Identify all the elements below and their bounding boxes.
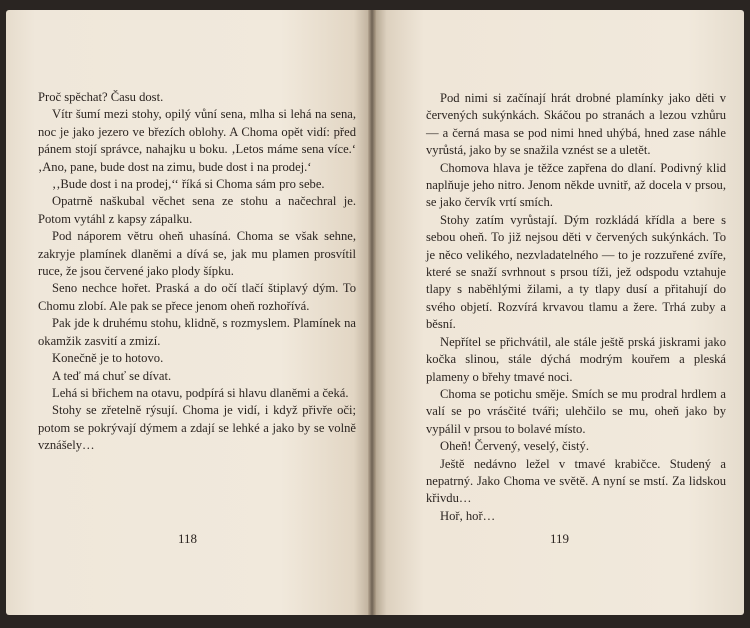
paragraph: Stohy zatím vyrůstají. Dým rozkládá křídla a bere s sebou oheň. To již nejsou děti v červených sukýnkách. To je něco velikého, nezvladatelného — to je rozzuřené zvíře, které se snaží svrhnout s prsou tíži, jež odspodu vztahuje tlapy s naběhlými žilami, a ty tlapy dusí a přitahují do svého objetí. Rozvírá krvavou tlamu a žere. Trhá zuby a běsní. <box>426 212 726 332</box>
paragraph: Stohy se zřetelně rýsují. Choma je vidí, i když přivře oči; potom se pokrývají dýmem a zdají se lehké a jako by se volně vznášely… <box>38 403 356 453</box>
paragraph: Ještě nedávno ležel v tmavé krabičce. Studený a nepatrný. Jako Choma ve světě. A nyní se mstí. Za lidskou křivdu… <box>426 456 726 506</box>
paragraph: A teď má chuť se dívat. <box>52 368 172 383</box>
paragraph: Lehá si břichem na otavu, podpírá si hlavu dlaněmi a čeká. <box>52 385 349 400</box>
paragraph: Pod náporem větru oheň uhasíná. Choma se však sehne, zakryje plamínek dlaněmi a dívá se, jak mu plamen prosvítil ruce, že jsou červené jako plody šípku. <box>38 229 356 279</box>
paragraph: Seno nechce hořet. Praská a do očí tlačí štiplavý dým. To Chomu zlobí. Ale pak se přece jenom oheň rozhořívá. <box>38 281 356 313</box>
paragraph: Proč spěchat? Času dost. <box>38 90 164 104</box>
left-page <box>6 10 372 615</box>
paragraph: Choma se potichu směje. Smích se mu prodral hrdlem a valí se po vrásčité tváři; ulehčilo se mu, oheň jako by vypálil v prsou to bolavé místo. <box>426 386 726 436</box>
paragraph: Opatrně naškubal věchet sena ze stohu a načechral je. Potom vytáhl z kapsy zápalku. <box>38 194 356 226</box>
paragraph: Hoř, hoř… <box>440 508 496 523</box>
paragraph: Pak jde k druhému stohu, klidně, s rozmyslem. Plamínek na okamžik zasvití a zmizí. <box>38 316 356 348</box>
right-page-text <box>426 90 726 525</box>
left-page-text <box>38 89 356 455</box>
paragraph: ‚‚Bude dost i na prodej,‘‘ říká si Choma sám pro sebe. <box>52 177 325 192</box>
paragraph: Pod nimi si začínají hrát drobné plamínky jako děti v červených sukýnkách. Skáčou po stranách a lezou vzhůru — a černá masa se pod nimi hned uhýbá, hned zase náhle vyrůstá, jako by se snažila vznést se a uletět. <box>426 91 726 158</box>
paragraph: Konečně je to hotovo. <box>52 351 164 366</box>
page-number-right: 119 <box>550 531 570 546</box>
page-number-left: 118 <box>178 531 198 546</box>
book-gutter <box>368 10 376 615</box>
paragraph: Nepřítel se přichvátil, ale stále ještě prská jiskrami jako kočka slinou, stále dýchá modrým kouřem a pleská plameny o břehy tmavé noci. <box>426 334 726 384</box>
paragraph: Chomova hlava je těžce zapřena do dlaní. Podivný klid naplňuje jeho nitro. Jenom někde uvnitř, až docela v prsou, se jako červík vrtí smích. <box>426 160 726 210</box>
paragraph: Vítr šumí mezi stohy, opilý vůní sena, mlha si lehá na sena, noc je jako jezero ve březích oblohy. A Choma opět vidí: před pánem stojí správce, nahajku u boku. ‚Letos máme sena více.‘ ‚Ano, pane, bude dost na zimu, bude dost i na prodej.‘ <box>38 107 356 174</box>
right-page <box>372 10 744 615</box>
paragraph: Oheň! Červený, veselý, čistý. <box>440 439 589 454</box>
